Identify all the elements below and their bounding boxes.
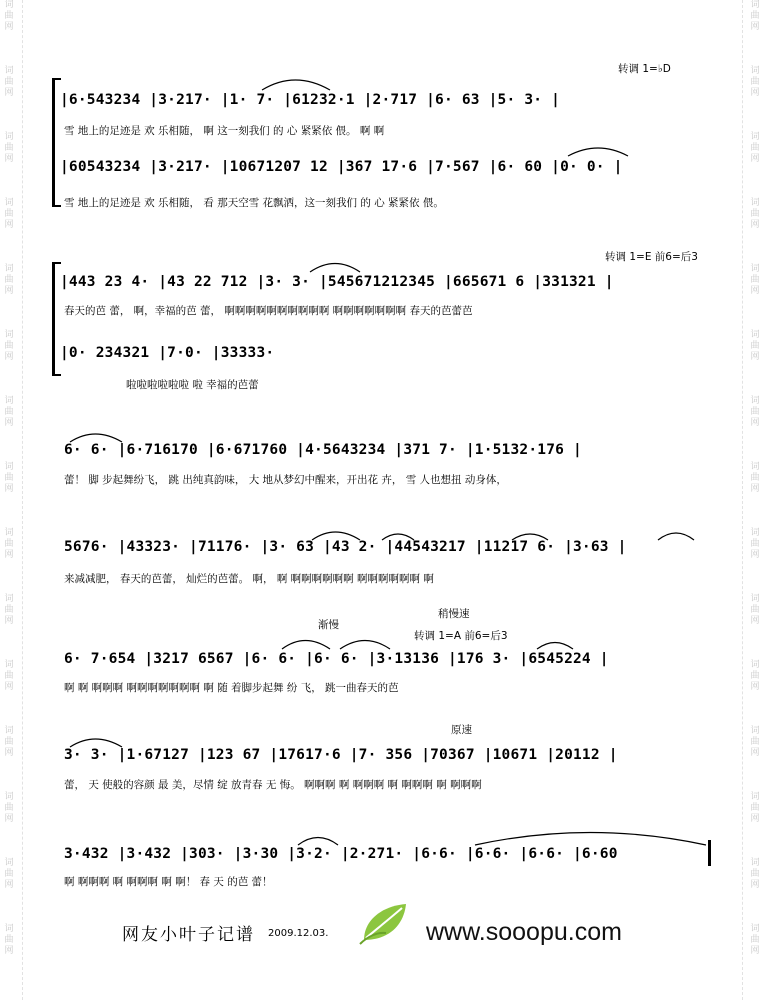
- watermark-glyph: 网: [750, 352, 760, 362]
- notation-line: 5676· |43323· |71176· |3· 63 |43 2· |44543217 |11217 6· |3·63 |: [64, 539, 627, 555]
- watermark-glyph: 曲: [4, 869, 14, 879]
- watermark-glyph: 网: [750, 880, 760, 890]
- watermark-glyph: 曲: [750, 935, 760, 945]
- watermark-glyph: 网: [4, 286, 14, 296]
- watermark-glyph: 网: [4, 550, 14, 560]
- watermark-glyph: 词: [4, 264, 14, 274]
- lyric-line: 蕾！ 脚 步起舞纷飞， 跳 出纯真韵味， 大 地从梦幻中醒来，开出花 卉， 雪 人也想扭 动身体，: [64, 474, 507, 486]
- watermark-glyph: 曲: [4, 407, 14, 417]
- watermark-glyph: 词: [750, 924, 760, 934]
- watermark-glyph: 词: [750, 462, 760, 472]
- transcription-date: 2009.12.03.: [268, 928, 329, 939]
- watermark-glyph: 词: [4, 660, 14, 670]
- watermark-glyph: 网: [4, 22, 14, 32]
- watermark-glyph: 曲: [4, 209, 14, 219]
- watermark-glyph: 曲: [750, 605, 760, 615]
- watermark-glyph: 词: [4, 462, 14, 472]
- watermark-glyph: 网: [4, 418, 14, 428]
- notation-line: 6· 6· |6·716170 |6·671760 |4·5643234 |371 7· |1·5132·176 |: [64, 442, 582, 458]
- notation-line: 3·432 |3·432 |303· |3·30 |3·2· |2·271· |6·6· |6·6· |6·6· |6·60: [64, 846, 618, 862]
- watermark-glyph: 词: [4, 132, 14, 142]
- watermark-glyph: 网: [4, 880, 14, 890]
- lyric-line: 雪 地上的足迹是 欢 乐相随， 啊 这一刻我们 的 心 紧紧依 偎。 啊 啊: [64, 125, 385, 137]
- key-change-marking: 转调 1=E 前6=后3: [605, 251, 698, 263]
- watermark-glyph: 网: [750, 682, 760, 692]
- watermark-glyph: 网: [4, 484, 14, 494]
- website-url[interactable]: www.sooopu.com: [426, 918, 622, 946]
- watermark-glyph: 曲: [750, 275, 760, 285]
- watermark-glyph: 词: [750, 396, 760, 406]
- watermark-glyph: 曲: [750, 11, 760, 21]
- watermark-glyph: 词: [750, 792, 760, 802]
- watermark-glyph: 网: [750, 418, 760, 428]
- watermark-glyph: 网: [4, 88, 14, 98]
- watermark-glyph: 网: [750, 484, 760, 494]
- watermark-glyph: 词: [4, 726, 14, 736]
- watermark-glyph: 曲: [4, 143, 14, 153]
- watermark-glyph: 曲: [750, 209, 760, 219]
- watermark-glyph: 网: [4, 682, 14, 692]
- watermark-glyph: 曲: [750, 737, 760, 747]
- transcriber-signature: 网友小叶子记谱: [122, 925, 255, 945]
- watermark-glyph: 网: [750, 550, 760, 560]
- lyric-line: 啊 啊 啊啊啊 啊啊啊啊啊啊啊 啊 随 着脚步起舞 纷 飞， 跳一曲春天的芭: [64, 682, 399, 694]
- watermark-glyph: 网: [4, 220, 14, 230]
- watermark-glyph: 词: [750, 66, 760, 76]
- watermark-glyph: 曲: [4, 77, 14, 87]
- watermark-glyph: 网: [750, 616, 760, 626]
- watermark-glyph: 曲: [4, 737, 14, 747]
- watermark-glyph: 网: [4, 946, 14, 956]
- watermark-glyph: 曲: [4, 935, 14, 945]
- watermark-glyph: 词: [750, 594, 760, 604]
- watermark-glyph: 曲: [750, 341, 760, 351]
- watermark-glyph: 词: [4, 396, 14, 406]
- lyric-line: 春天的芭 蕾， 啊，幸福的芭 蕾， 啊啊啊啊啊啊啊啊啊啊 啊啊啊啊啊啊啊 春天的芭蕾芭: [64, 305, 473, 317]
- watermark-glyph: 曲: [750, 407, 760, 417]
- watermark-glyph: 网: [4, 814, 14, 824]
- watermark-glyph: 网: [4, 616, 14, 626]
- watermark-glyph: 曲: [750, 869, 760, 879]
- watermark-glyph: 词: [4, 792, 14, 802]
- leaf-logo: [358, 900, 412, 946]
- watermark-glyph: 曲: [4, 473, 14, 483]
- watermark-glyph: 网: [750, 946, 760, 956]
- notation-line: |0· 234321 |7·0· |33333·: [60, 345, 275, 361]
- watermark-glyph: 词: [750, 132, 760, 142]
- watermark-glyph: 曲: [4, 539, 14, 549]
- watermark-glyph: 词: [750, 660, 760, 670]
- watermark-glyph: 曲: [750, 671, 760, 681]
- lyric-line: 啦啦啦啦啦啦 啦 幸福的芭蕾: [126, 379, 259, 391]
- watermark-glyph: 网: [750, 748, 760, 758]
- watermark-glyph: 曲: [4, 341, 14, 351]
- tempo-marking: 渐慢: [318, 619, 339, 631]
- tempo-marking: 原速: [451, 724, 472, 736]
- watermark-glyph: 词: [750, 264, 760, 274]
- watermark-glyph: 曲: [750, 143, 760, 153]
- watermark-glyph: 网: [750, 154, 760, 164]
- watermark-glyph: 词: [4, 528, 14, 538]
- watermark-glyph: 网: [750, 220, 760, 230]
- watermark-glyph: 词: [750, 528, 760, 538]
- watermark-glyph: 词: [750, 726, 760, 736]
- watermark-glyph: 曲: [750, 77, 760, 87]
- lyric-line: 雪 地上的足迹是 欢 乐相随， 看 那天空雪 花飘洒，这一刻我们 的 心 紧紧依 偎。: [64, 197, 444, 209]
- watermark-glyph: 网: [4, 748, 14, 758]
- notation-line: |6·543234 |3·217· |1· 7· |61232·1 |2·717 |6· 63 |5· 3· |: [60, 92, 561, 108]
- watermark-glyph: 网: [750, 814, 760, 824]
- watermark-glyph: 词: [750, 198, 760, 208]
- watermark-glyph: 词: [4, 330, 14, 340]
- lyric-line: 蕾， 天 使般的容颜 最 美，尽情 绽 放青春 无 悔。 啊啊啊 啊 啊啊啊 啊 啊啊啊 啊 啊啊啊: [64, 779, 482, 791]
- notation-line: |60543234 |3·217· |10671207 12 |367 17·6 |7·567 |6· 60 |0· 0· |: [60, 159, 623, 175]
- watermark-glyph: 词: [750, 0, 760, 10]
- watermark-glyph: 曲: [4, 605, 14, 615]
- watermark-glyph: 词: [750, 330, 760, 340]
- notation-line: 3· 3· |1·67127 |123 67 |17617·6 |7· 356 |70367 |10671 |20112 |: [64, 747, 618, 763]
- watermark-glyph: 曲: [4, 671, 14, 681]
- watermark-glyph: 网: [4, 352, 14, 362]
- watermark-glyph: 网: [750, 22, 760, 32]
- lyric-line: 啊 啊啊啊 啊 啊啊啊 啊 啊！ 春 天 的芭 蕾！: [64, 876, 273, 888]
- watermark-glyph: 曲: [750, 539, 760, 549]
- lyric-line: 来减减肥， 春天的芭蕾， 灿烂的芭蕾。 啊， 啊 啊啊啊啊啊啊 啊啊啊啊啊啊 啊: [64, 573, 434, 585]
- tempo-marking: 稍慢速: [438, 608, 470, 620]
- watermark-glyph: 词: [4, 0, 14, 10]
- watermark-glyph: 词: [4, 198, 14, 208]
- watermark-glyph: 曲: [4, 11, 14, 21]
- watermark-glyph: 曲: [750, 473, 760, 483]
- watermark-glyph: 曲: [4, 803, 14, 813]
- watermark-glyph: 词: [4, 66, 14, 76]
- notation-line: 6· 7·654 |3217 6567 |6· 6· |6· 6· |3·13136 |176 3· |6545224 |: [64, 651, 609, 667]
- watermark-glyph: 词: [4, 594, 14, 604]
- watermark-glyph: 词: [750, 858, 760, 868]
- watermark-glyph: 词: [4, 924, 14, 934]
- watermark-glyph: 曲: [4, 275, 14, 285]
- watermark-glyph: 曲: [750, 803, 760, 813]
- watermark-glyph: 网: [750, 286, 760, 296]
- key-change-marking: 转调 1=A 前6=后3: [414, 630, 508, 642]
- watermark-glyph: 词: [4, 858, 14, 868]
- notation-line: |443 23 4· |43 22 712 |3· 3· |545671212345 |665671 6 |331321 |: [60, 274, 614, 290]
- watermark-glyph: 网: [750, 88, 760, 98]
- watermark-glyph: 网: [4, 154, 14, 164]
- key-change-marking: 转调 1=♭D: [618, 63, 671, 75]
